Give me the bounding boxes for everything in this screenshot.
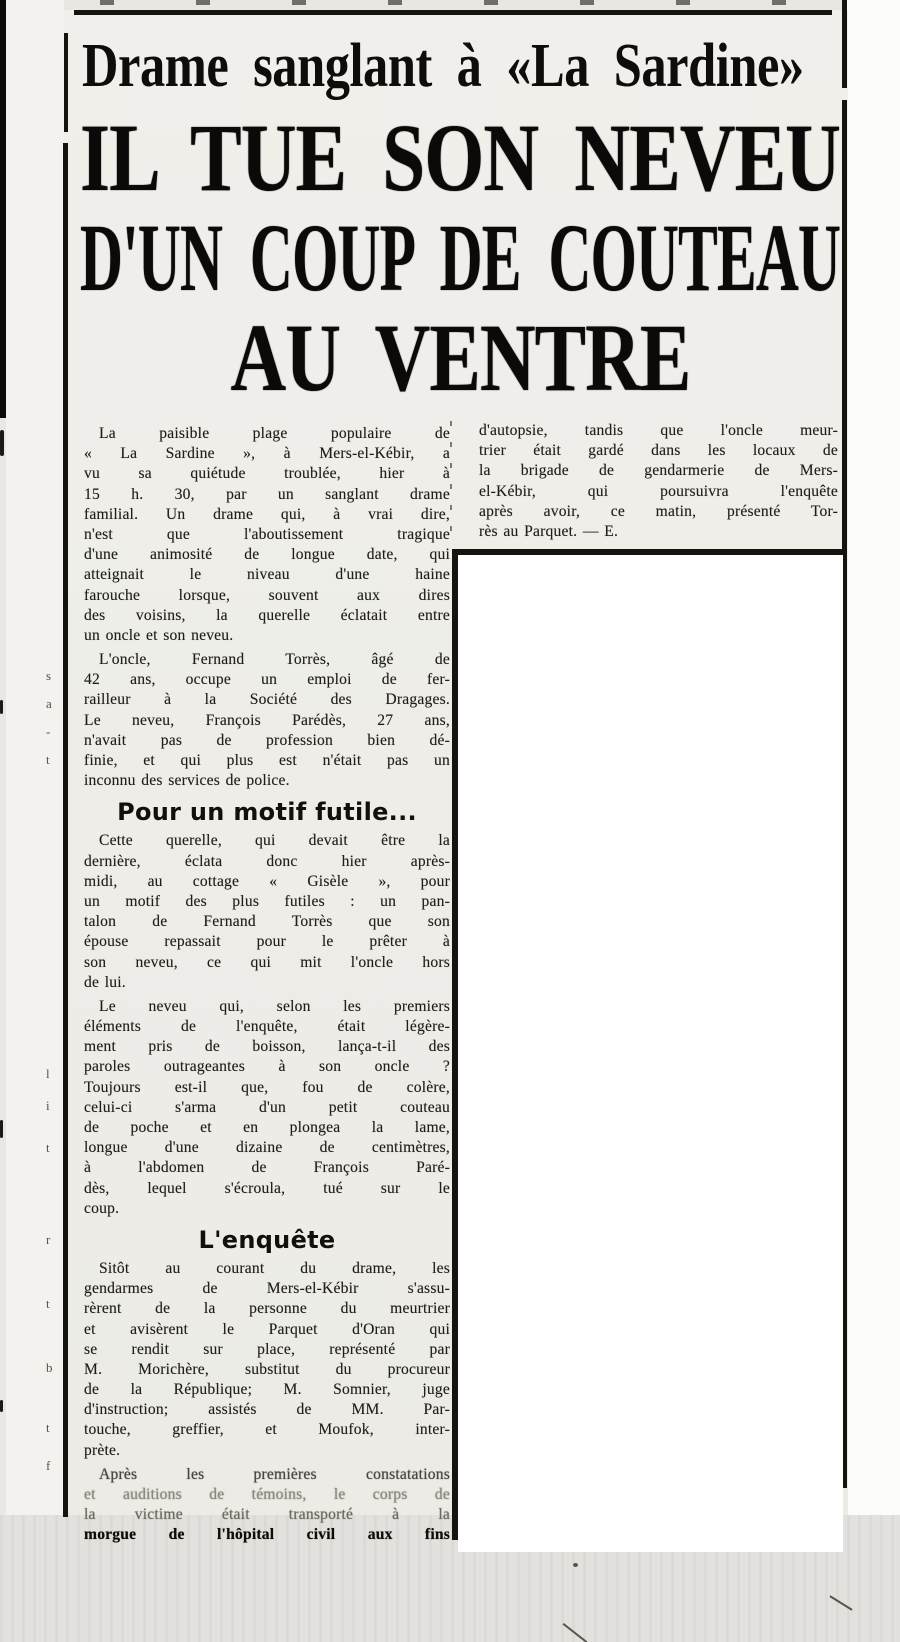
body-line: midi, au cottage « Gisèle », pour (84, 872, 450, 890)
paragraph (84, 1465, 450, 1546)
paragraph (84, 831, 450, 993)
body-line: finie, et qui plus est n'était pas un (84, 752, 450, 769)
body-line: dès, lequel s'écroula, tué sur le (84, 1179, 450, 1197)
body-line: rès au Parquet. — E. (479, 522, 619, 540)
body-line: gendarmes de Mers-el-Kébir s'assu- (84, 1280, 450, 1298)
body-line: un oncle et son neveu. (84, 626, 234, 644)
scan-speck (573, 1563, 578, 1567)
body-line: el-Kébir, qui poursuivra l'enquête (479, 482, 838, 500)
body-line: n'est que l'aboutissement tragique (84, 525, 450, 543)
frame-top-border (74, 10, 832, 15)
headline-line (80, 102, 840, 212)
body-line: et avisèrent le Parquet d'Oran qui (84, 1320, 450, 1338)
body-line: Sitôt au courant du drame, les (99, 1259, 450, 1277)
frame-left-border (64, 33, 68, 132)
paragraph (84, 997, 450, 1219)
body-line: 42 ans, occupe un emploi de fer- (84, 671, 450, 689)
kicker-headline (82, 30, 804, 101)
headline-text: AU VENTRE (230, 303, 690, 412)
body-line: à l'abdomen de François Paré- (84, 1159, 450, 1177)
body-line: paroles outrageantes à son oncle ? (84, 1058, 450, 1076)
scan-edge-blob (0, 700, 3, 714)
body-line: son neveu, ce qui mit l'oncle hors (84, 953, 450, 971)
body-line: après avoir, ce matin, présenté Tor- (479, 502, 838, 520)
photo-box-left-border (452, 549, 458, 1540)
headline-text: D'UN COUP DE COUTEAU (80, 203, 841, 312)
margin-fragment: r (46, 1232, 51, 1247)
body-line: éléments de l'enquête, était légère- (84, 1018, 450, 1036)
headline-line (80, 302, 840, 412)
scan-edge-blob (0, 430, 4, 456)
body-line: la brigade de gendarmerie de Mers- (479, 462, 838, 480)
scan-edge-bar (0, 0, 6, 418)
body-line: un motif des plus futiles : un pan- (84, 892, 450, 910)
paragraph (479, 421, 838, 542)
frame-right-border (842, 0, 847, 88)
body-line: des voisins, la querelle éclatait entre (84, 606, 450, 624)
margin-fragment: t (46, 752, 50, 767)
body-line: et auditions de témoins, le corps de (84, 1486, 450, 1503)
body-line: farouche lorsque, souvent aux dires (84, 586, 450, 604)
body-line: trier était gardé dans les locaux de (479, 442, 838, 460)
paragraph (84, 424, 450, 646)
body-line: de la République; M. Somnier, juge (84, 1381, 450, 1399)
margin-fragment: i (46, 1098, 50, 1113)
margin-fragment: a (46, 696, 52, 711)
body-line: de lui. (84, 973, 126, 991)
margin-fragment: t (46, 1296, 50, 1311)
body-line: d'une animosité de longue date, qui (84, 546, 450, 564)
body-line: se rendit sur place, représenté par (84, 1340, 450, 1358)
margin-fragment: t (46, 1140, 50, 1155)
scan-top-specks (100, 0, 830, 5)
body-line: n'avait pas de profession bien dé- (84, 731, 450, 749)
body-line: morgue de l'hôpital civil aux fins (84, 1526, 450, 1544)
body-line: d'instruction; assistés de MM. Par- (84, 1401, 450, 1419)
body-line: inconnu des services de police. (84, 772, 290, 790)
body-line: M. Morichère, substitut du procureur (84, 1360, 450, 1378)
body-line: Cette querelle, qui devait être la (99, 832, 450, 850)
body-line: Toujours est-il que, fou de colère, (84, 1078, 450, 1096)
body-line: talon de Fernand Torrès que son (84, 913, 450, 931)
margin-fragment: l (46, 1066, 50, 1081)
body-line: prète. (84, 1441, 121, 1459)
main-headline (80, 102, 841, 412)
body-line: la victime était transporté à la (84, 1506, 450, 1524)
body-line: 15 h. 30, par un sanglant drame (84, 485, 450, 503)
section-subhead: L'enquête (198, 1225, 336, 1254)
body-line: « La Sardine », à Mers-el-Kébir, a (84, 445, 450, 463)
margin-fragment: b (46, 1360, 53, 1375)
body-line: longue d'une dizaine de centimètres, (84, 1139, 450, 1157)
column-rule (450, 421, 452, 547)
body-line: Après les premières constatations (99, 1465, 450, 1483)
headline-line (80, 202, 841, 312)
body-line: Le neveu, François Parédès, 27 ans, (84, 711, 450, 729)
body-line: épouse repassait pour le prêter à (84, 933, 450, 951)
paragraph (84, 650, 450, 791)
body-line: La paisible plage populaire de (99, 425, 450, 442)
body-line: atteignait le niveau d'une haine (84, 566, 450, 584)
headline-text: IL TUE SON NEVEU (80, 103, 840, 212)
body-line: railleur à la Société des Dragages. (84, 691, 450, 709)
scan-edge-blob (0, 1400, 3, 1412)
body-line: ment pris de boisson, lança-t-il des (84, 1038, 450, 1056)
section-subhead: Pour un motif futile... (117, 798, 417, 827)
right-page-margin (847, 0, 900, 1600)
body-column-right (479, 421, 838, 546)
margin-fragment: s (46, 668, 52, 683)
body-line: celui-ci s'arma d'un petit couteau (84, 1098, 450, 1116)
body-line: coup. (84, 1199, 120, 1217)
body-line: Le neveu qui, selon les premiers (99, 997, 450, 1015)
body-line: touche, greffier, et Moufok, inter- (84, 1421, 450, 1439)
margin-fragment: - (46, 724, 51, 739)
photo-placeholder (458, 555, 843, 1552)
body-line: rèrent de la personne du meurtrier (84, 1300, 450, 1318)
body-line: dernière, éclata donc hier après- (84, 852, 450, 870)
scan-edge-blob (0, 1120, 3, 1138)
paragraph (84, 1259, 450, 1461)
body-line: L'oncle, Fernand Torrès, âgé de (99, 651, 450, 669)
body-line: familial. Un drame qui, à vrai dire, (84, 505, 450, 523)
kicker-text: Drame sanglant à «La Sardine» (82, 31, 804, 101)
margin-fragment: f (46, 1458, 51, 1473)
photo-box-top-border (452, 549, 843, 555)
body-column-left (84, 424, 450, 1550)
margin-fragment: t (46, 1420, 50, 1435)
body-line: vu sa quiétude troublée, hier à (84, 465, 450, 483)
body-line: de poche et en plongea la lame, (84, 1119, 450, 1136)
body-line: d'autopsie, tandis que l'oncle meur- (479, 422, 838, 439)
